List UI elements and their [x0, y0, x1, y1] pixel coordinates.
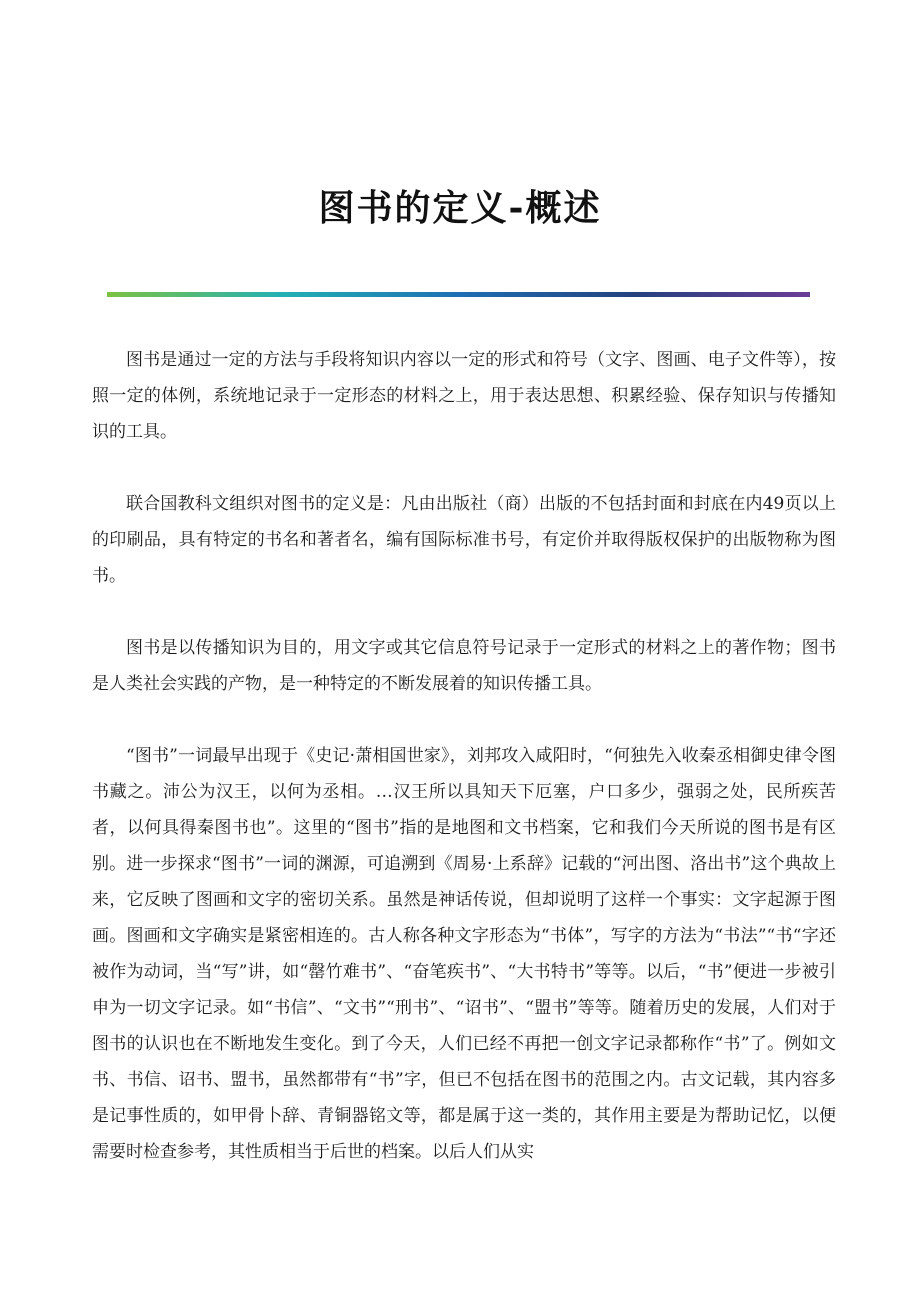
paragraph-purpose: 图书是以传播知识为目的，用文字或其它信息符号记录于一定形式的材料之上的著作物；图书是人类社会实践的产物，是一种特定的不断发展着的知识传播工具。	[92, 638, 836, 694]
paragraph-etymology: “图书”一词最早出现于《史记·萧相国世家》，刘邦攻入咸阳时，“何独先入收秦丞相御史律令图书藏之。沛公为汉王，以何为丞相。…汉王所以具知天下厄塞，户口多少，强弱之处，民所疾苦者，以何具得秦图书也”。这里的“图书”指的是地图和文书档案，它和我们今天所说的图书是有区别。进一步探求“图书”一词的渊源，可追溯到《周易·上系辞》记载的“河出图、洛出书”这个典故上来，它反映了图画和文字的密切关系。虽然是神话传说，但却说明了这样一个事实：文字起源于图画。图画和文字确实是紧密相连的。古人称各种文字形态为“书体”，写字的方法为“书法”“书“字还被作为动词，当“写”讲，如“罄竹难书”、“奋笔疾书”、“大书特书”等等。以后，“书”便进一步被引申为一切文字记录。如“书信”、“文书”“刑书”、“诏书”、“盟书”等等。随着历史的发展，人们对于图书的认识也在不断地发生变化。到了今天，人们已经不再把一创文字记录都称作“书”了。例如文书、书信、诏书、盟书，虽然都带有“书”字，但已不包括在图书的范围之内。古文记载，其内容多是记事性质的，如甲骨卜辞、青铜器铭文等，都是属于这一类的，其作用主要是为帮助记忆，以便需要时检查参考，其性质相当于后世的档案。以后人们从实	[92, 746, 836, 1162]
document-body	[92, 342, 836, 1206]
paragraph-unesco-definition: 联合国教科文组织对图书的定义是：凡由出版社（商）出版的不包括封面和封底在内49页以上的印刷品，具有特定的书名和著者名，编有国际标准书号，有定价并取得版权保护的出版物称为图书。	[92, 494, 836, 586]
paragraph-definition: 图书是通过一定的方法与手段将知识内容以一定的形式和符号（文字、图画、电子文件等），按照一定的体例，系统地记录于一定形态的材料之上，用于表达思想、积累经验、保存知识与传播知识的工具。	[92, 350, 836, 442]
gradient-divider	[107, 292, 810, 297]
document-title: 图书的定义-概述	[318, 187, 602, 229]
